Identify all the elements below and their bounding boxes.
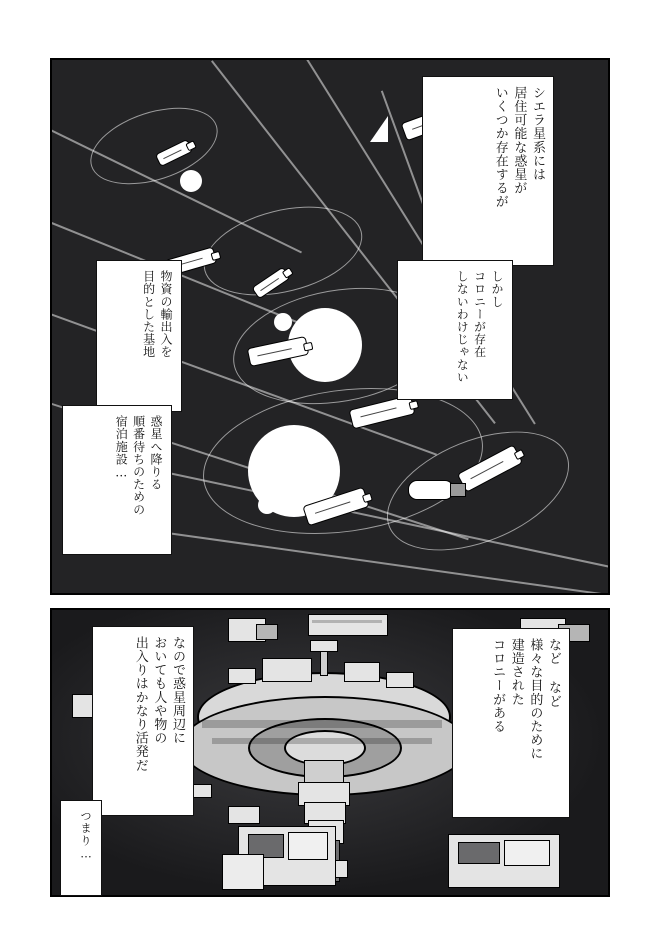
- planet-small: [180, 170, 202, 192]
- small-craft: [228, 806, 260, 824]
- balloon-line: いくつか存在するが: [492, 86, 508, 209]
- ship-detail: [315, 501, 351, 513]
- balloon-line: シエラ星系には: [530, 86, 545, 182]
- balloon-line: 建造された: [508, 638, 524, 706]
- speech-balloon-7: [60, 800, 102, 896]
- docked-ship-part: [256, 624, 278, 640]
- balloon-line: 宿泊施設…: [114, 415, 129, 480]
- ship-detail: [312, 620, 382, 623]
- speech-balloon-6: [92, 626, 194, 816]
- space-scene-panel: [50, 58, 610, 595]
- speech-balloon-2: [397, 260, 513, 400]
- deck-block: [344, 662, 380, 682]
- balloon-line: 物資の輸出入を: [159, 270, 173, 359]
- ship-window: [458, 842, 500, 864]
- balloon-line: しないわけじゃない: [455, 270, 470, 384]
- speech-balloon-4: [62, 405, 172, 555]
- balloon-line: 居住可能な惑星が: [511, 86, 527, 195]
- balloon-line: 出入りはかなり活発だ: [132, 636, 148, 772]
- balloon-line: 惑星へ降りる: [149, 415, 163, 491]
- capsule-engine: [450, 483, 466, 497]
- planet-moon: [258, 496, 276, 514]
- balloon-line: コロニーが存在: [472, 270, 487, 359]
- balloon-line: 様々な目的のために: [527, 638, 543, 761]
- deck-block: [386, 672, 414, 688]
- balloon-line: など など: [546, 638, 561, 708]
- disc-shading: [212, 738, 432, 744]
- deck-block: [228, 668, 256, 684]
- station-scene-panel: [50, 608, 610, 897]
- speech-balloon-3: [96, 260, 182, 412]
- ship-module: [504, 840, 550, 866]
- station-mast-cap: [310, 640, 338, 652]
- docked-ship: [308, 614, 388, 636]
- balloon-line: なので惑星周辺に: [170, 636, 185, 745]
- balloon-line: コロニーがある: [490, 638, 506, 734]
- capsule-ship: [408, 480, 454, 500]
- speech-balloon-5: [452, 628, 570, 818]
- ship-detail: [257, 348, 291, 356]
- ship-detail: [163, 149, 182, 159]
- deck-block: [262, 658, 312, 682]
- speech-balloon-1: [422, 76, 554, 266]
- sail-icon: [370, 116, 388, 142]
- ship-detail: [360, 408, 396, 418]
- disc-shading: [202, 720, 442, 728]
- planet-small: [274, 313, 292, 331]
- balloon-line: つまり…: [79, 810, 93, 861]
- balloon-line: しかし: [490, 270, 504, 308]
- balloon-line: 目的とした基地: [141, 270, 156, 359]
- ship-module: [288, 832, 328, 860]
- balloon-line: 順番待ちのための: [131, 415, 146, 516]
- ship-module: [222, 854, 264, 890]
- orbit-path: [81, 93, 228, 198]
- balloon-line: おいても人や物の: [151, 636, 167, 745]
- station-mast: [320, 648, 328, 676]
